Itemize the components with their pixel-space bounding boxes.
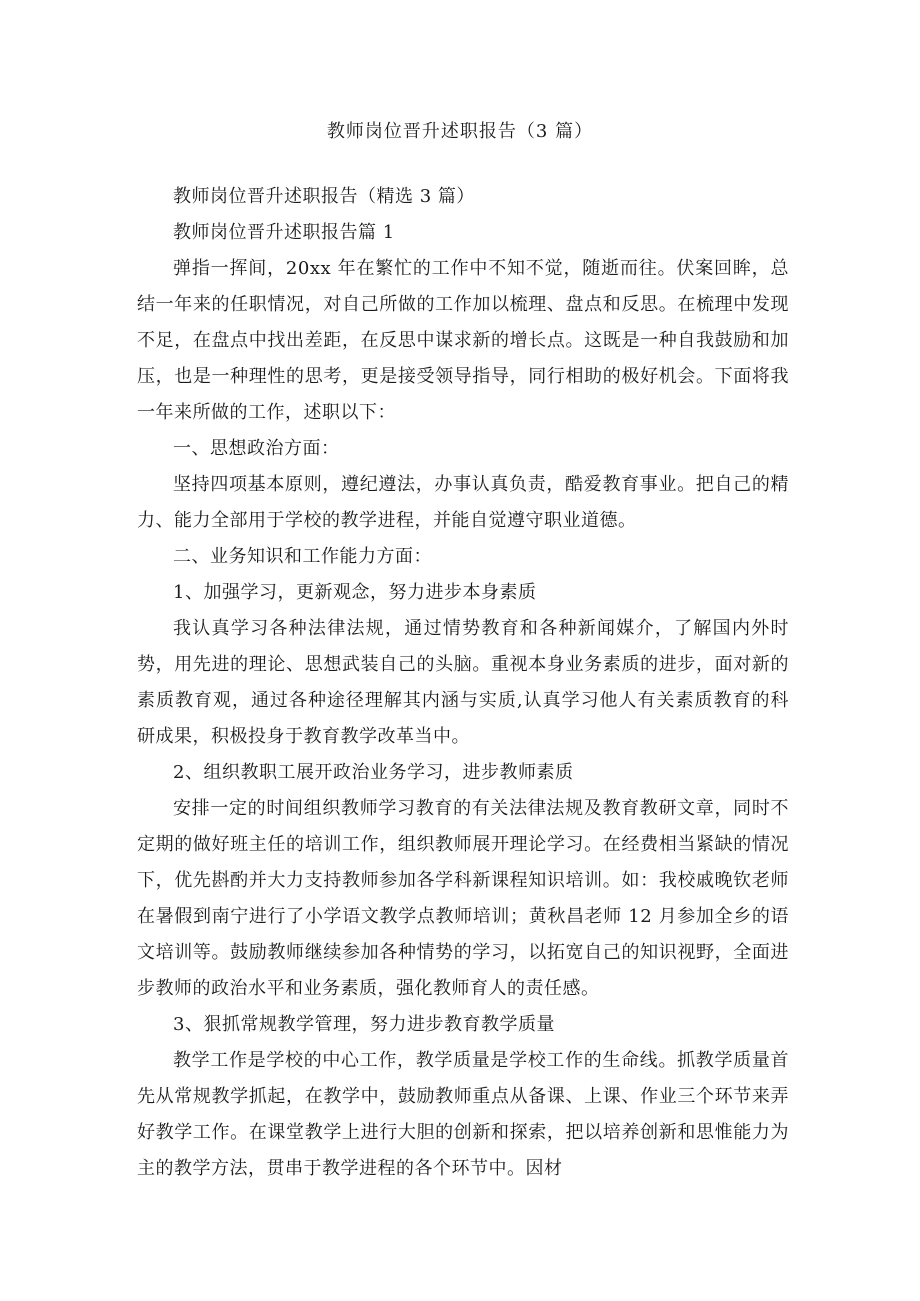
- intro-paragraph: 弹指一挥间，20xx 年在繁忙的工作中不知不觉，随逝而往。伏案回眸，总结一年来的任职情况，对自己所做的工作加以梳理、盘点和反思。在梳理中发现不足，在盘点中找出差距，在反思中谋求新的增长点。这既是一种自我鼓励和加压，也是一种理性的思考，更是接受领导指导，同行相助的极好机会。下面将我一年来所做的工作，述职以下：: [137, 258, 789, 423]
- paragraph-study: 我认真学习各种法律法规，通过情势教育和各种新闻媒介，了解国内外时势，用先进的理论、思想武装自己的头脑。重视本身业务素质的进步，面对新的素质教育观，通过各种途径理解其内涵与实质,认真学习他人有关素质教育的科研成果，积极投身于教育教学改革当中。: [137, 618, 789, 747]
- subtitle-line: 教师岗位晋升述职报告（精选 3 篇）: [173, 186, 475, 207]
- paragraph-staff-training: 安排一定的时间组织教师学习教育的有关法律法规及教育教研文章，同时不定期的做好班主任的培训工作，组织教师展开理论学习。在经费相当紧缺的情况下，优先斟酌并大力支持教师参加各学科新课程知识培训。如：我校戚晚钦老师在暑假到南宁进行了小学语文教学点教师培训；黄秋昌老师 12 月参加全乡的语文培训等。鼓励教师继续参加各种情势的学习，以拓宽自己的知识视野，全面进步教师的政治水平和业务素质，强化教师育人的责任感。: [137, 798, 789, 999]
- paragraph-political: 坚持四项基本原则，遵纪遵法，办事认真负责，酷爱教育事业。把自己的精力、能力全部用于学校的教学进程，并能自觉遵守职业道德。: [137, 474, 789, 531]
- paragraph-teaching-management: 教学工作是学校的中心工作，教学质量是学校工作的生命线。抓教学质量首先从常规教学抓起，在教学中，鼓励教师重点从备课、上课、作业三个环节来弄好教学工作。在课堂教学上进行大胆的创新和探索，把以培养创新和思惟能力为主的教学方法，贯串于教学进程的各个环节中。因材: [137, 1050, 789, 1179]
- subheading-teaching-management: 3、狠抓常规教学管理，努力进步教育教学质量: [173, 1014, 555, 1035]
- heading-professional: 二、业务知识和工作能力方面：: [173, 546, 432, 567]
- heading-political: 一、思想政治方面：: [173, 438, 340, 459]
- document-body: [137, 179, 789, 1187]
- subheading-study: 1、加强学习，更新观念，努力进步本身素质: [173, 582, 537, 603]
- subheading-staff-training: 2、组织教职工展开政治业务学习，进步教师素质: [173, 762, 574, 783]
- document-title: 教师岗位晋升述职报告（3 篇）: [326, 121, 594, 142]
- section-heading-part-1: 教师岗位晋升述职报告篇 1: [173, 222, 395, 243]
